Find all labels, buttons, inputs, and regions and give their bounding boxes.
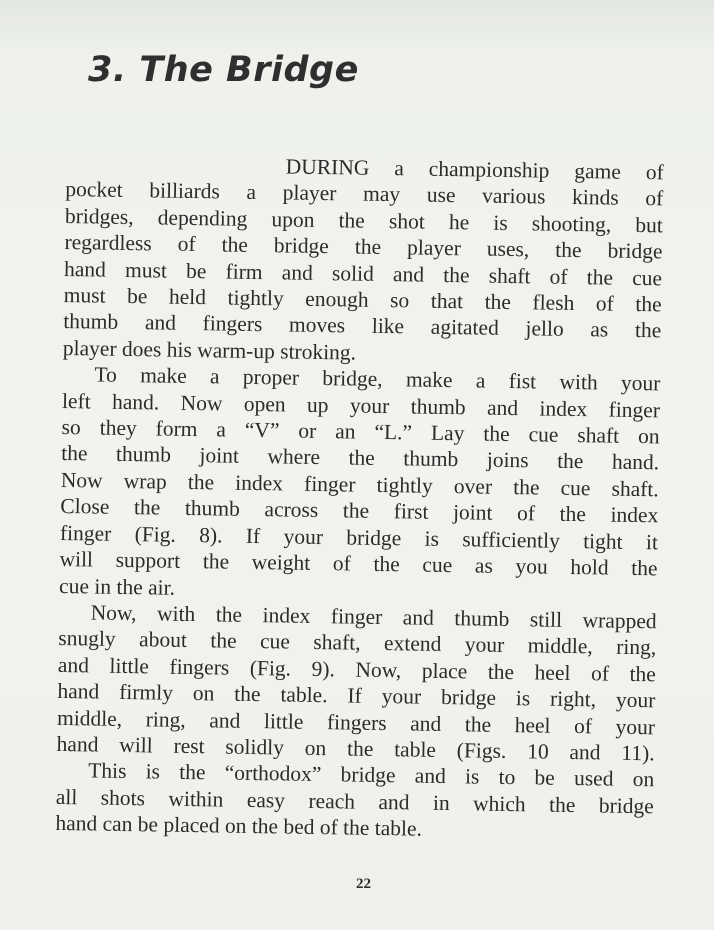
text-line: pocket billiards a player may use various kinds of	[65, 177, 664, 211]
text-line: all shots within easy reach and in which the bridge	[55, 784, 654, 819]
text-line: middle, ring, and little fingers and the heel of your	[56, 705, 656, 739]
paragraph-4	[55, 757, 654, 846]
chapter-title: 3. The Bridge	[88, 50, 359, 90]
text-line: regardless of the bridge the player uses, the bridge	[64, 230, 663, 264]
text-line: thumb and fingers moves like agitated jello as the	[63, 309, 662, 343]
text-line: player does his warm-up stroking.	[62, 335, 357, 365]
text-line: hand will rest solidly on the table (Figs. 10 and 11).	[56, 731, 655, 766]
text-line: To make a proper bridge, make a fist with your	[94, 362, 661, 396]
text-line: and little fingers (Fig. 9). Now, place the heel of the	[57, 652, 657, 687]
page-number: 22	[356, 876, 371, 892]
text-line: hand firmly on the table. If your bridge is right, your	[57, 679, 656, 713]
text-line: will support the weight of the cue as you hold the	[59, 547, 658, 581]
paragraph-2	[59, 361, 661, 608]
text-line: must be held tightly enough so that the flesh of the	[63, 283, 662, 317]
text-line: so they form a “V” or an “L.” Lay the cue shaft on	[61, 415, 660, 449]
paragraph-3	[56, 599, 656, 767]
text-line: finger (Fig. 8). If your bridge is sufficiently tight it	[59, 520, 659, 555]
paragraph-1	[63, 150, 664, 371]
text-line: Now, with the index finger and thumb still wrapped	[90, 600, 657, 634]
text-line: This is the “orthodox” bridge and is to be used on	[88, 758, 655, 792]
text-line: snugly about the cue shaft, extend your middle, ring,	[58, 626, 657, 660]
text-line: bridges, depending upon the shot he is shooting, but	[64, 203, 664, 238]
text-line: the thumb joint where the thumb joins the hand.	[61, 441, 660, 475]
text-line: Close the thumb across the first joint of the index	[60, 494, 659, 528]
text-line: left hand. Now open up your thumb and index finger	[61, 388, 661, 423]
text-line: cue in the air.	[58, 573, 176, 600]
text-line: DURING a championship game of	[285, 154, 664, 185]
body-text	[55, 150, 664, 846]
text-line: hand can be placed on the bed of the table.	[55, 811, 423, 841]
text-line: Now wrap the index finger tightly over the cue shaft.	[60, 467, 659, 502]
text-line: hand must be firm and solid and the shaft of the cue	[63, 256, 663, 291]
